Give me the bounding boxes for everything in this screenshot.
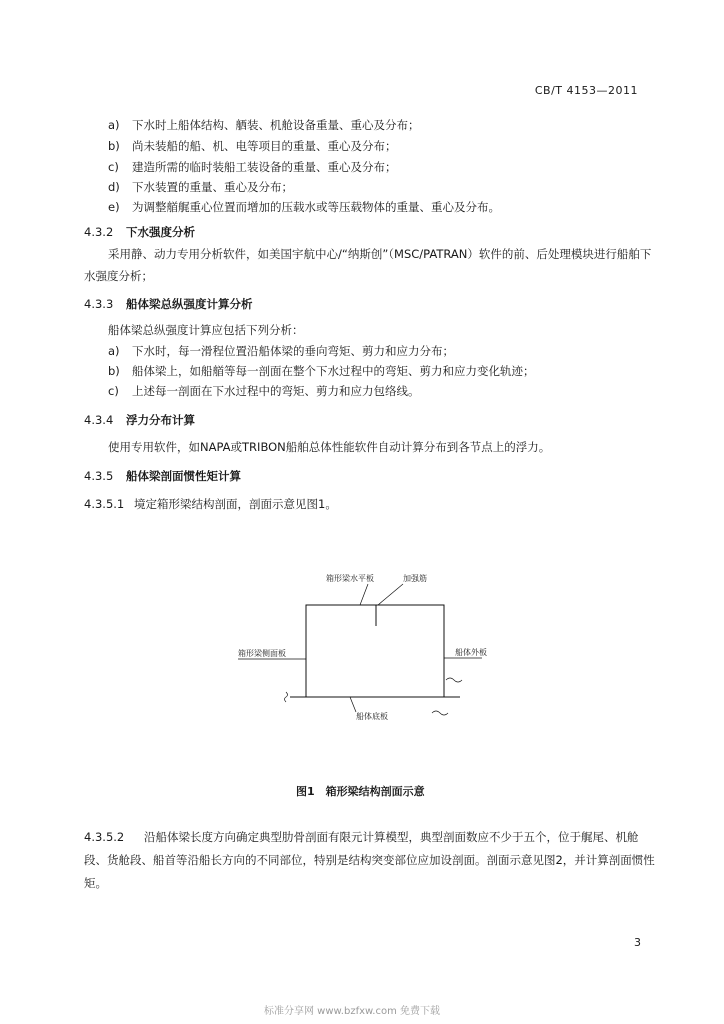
section-heading-4-3-3	[84, 296, 253, 312]
footer-watermark: 标准分享网 www.bzfxw.com 免费下载	[264, 1006, 440, 1017]
clause-text: 沿船体梁长度方向确定典型肋骨剖面有限元计算模型，典型剖面数应不少于五个，位于艉尾、机舱段、货舱段、船首等沿船长方向的不同部位，特别是结构突变部位应加设剖面。剖面示意见图2，并计算剖面惯性矩。	[84, 830, 655, 890]
list-item	[108, 117, 420, 133]
section-heading-4-3-5	[84, 468, 241, 484]
list-marker: a)	[108, 344, 120, 358]
box-girder-section	[306, 605, 444, 697]
paragraph-4-3-5-2	[84, 826, 660, 895]
list-item	[108, 363, 535, 379]
label-top-plate: 箱形梁水平板	[326, 574, 374, 583]
list-marker: c)	[108, 160, 119, 174]
label-bottom-plate: 船体底板	[356, 712, 388, 721]
label-hull-plate: 船体外板	[455, 648, 487, 657]
section-title: 船体梁总纵强度计算分析	[126, 297, 253, 311]
paragraph-4-3-5-1	[84, 496, 337, 512]
list-text: 船体梁上，如船艏等每一剖面在整个下水过程中的弯矩、剪力和应力变化轨迹；	[132, 364, 535, 378]
list-text: 下水时，每一滑程位置沿船体梁的垂向弯矩、剪力和应力分布；	[132, 344, 454, 358]
list-text: 上述每一剖面在下水过程中的弯矩、剪力和应力包络线。	[132, 384, 420, 398]
break-mark-bottom	[432, 711, 448, 715]
leader-stiffener	[378, 584, 403, 605]
section-heading-4-3-4	[84, 412, 195, 428]
section-heading-4-3-2	[84, 224, 195, 240]
section-number: 4.3.2	[84, 225, 114, 239]
list-item	[108, 138, 397, 154]
paragraph-4-3-2: 采用静、动力专用分析软件，如美国宇航中心/“纳斯创”（MSC/PATRAN）软件的前、后处理模块进行船舶下水强度分析；	[84, 247, 652, 283]
leader-top-plate	[360, 584, 368, 605]
clause-text: 境定箱形梁结构剖面，剖面示意见图1。	[134, 497, 337, 511]
section-title: 船体梁剖面惯性矩计算	[126, 469, 241, 483]
label-side-plate: 箱形梁侧面板	[238, 649, 286, 658]
figure-1-caption: 图1 箱形梁结构剖面示意	[296, 785, 425, 798]
list-marker: b)	[108, 364, 120, 378]
section-number: 4.3.5	[84, 469, 114, 483]
list-marker: d)	[108, 180, 120, 194]
standard-number: CB/T 4153—2011	[534, 84, 638, 97]
break-mark-left	[285, 692, 288, 702]
list-item	[108, 159, 397, 175]
list-text: 建造所需的临时装船工装设备的重量、重心及分布；	[132, 160, 397, 174]
clause-number: 4.3.5.2	[84, 830, 125, 844]
list-item	[108, 199, 500, 215]
section-title: 浮力分布计算	[126, 413, 195, 427]
label-stiffener: 加强筋	[403, 574, 427, 583]
paragraph-4-3-3-intro: 船体梁总纵强度计算应包括下列分析：	[108, 323, 304, 337]
section-number: 4.3.3	[84, 297, 114, 311]
clause-number: 4.3.5.1	[84, 497, 125, 511]
list-marker: c)	[108, 384, 119, 398]
list-item	[108, 179, 293, 195]
section-title: 下水强度分析	[126, 225, 195, 239]
section-number: 4.3.4	[84, 413, 114, 427]
break-mark-right	[446, 678, 462, 682]
list-item	[108, 383, 420, 399]
paragraph-4-3-4: 使用专用软件，如NAPA或TRIBON船舶总体性能软件自动计算分布到各节点上的浮力。	[108, 440, 551, 454]
list-marker: a)	[108, 118, 120, 132]
page-number: 3	[634, 936, 641, 949]
list-text: 尚未装船的船、机、电等项目的重量、重心及分布；	[132, 139, 397, 153]
list-text: 下水装置的重量、重心及分布；	[132, 180, 293, 194]
leader-bottom-plate	[350, 697, 356, 712]
list-item	[108, 343, 454, 359]
list-marker: b)	[108, 139, 120, 153]
list-text: 为调整艏艉重心位置而增加的压载水或等压载物体的重量、重心及分布。	[132, 200, 500, 214]
list-text: 下水时上船体结构、舾装、机舱设备重量、重心及分布；	[132, 118, 420, 132]
list-marker: e)	[108, 200, 120, 214]
figure-1-diagram	[220, 560, 487, 730]
